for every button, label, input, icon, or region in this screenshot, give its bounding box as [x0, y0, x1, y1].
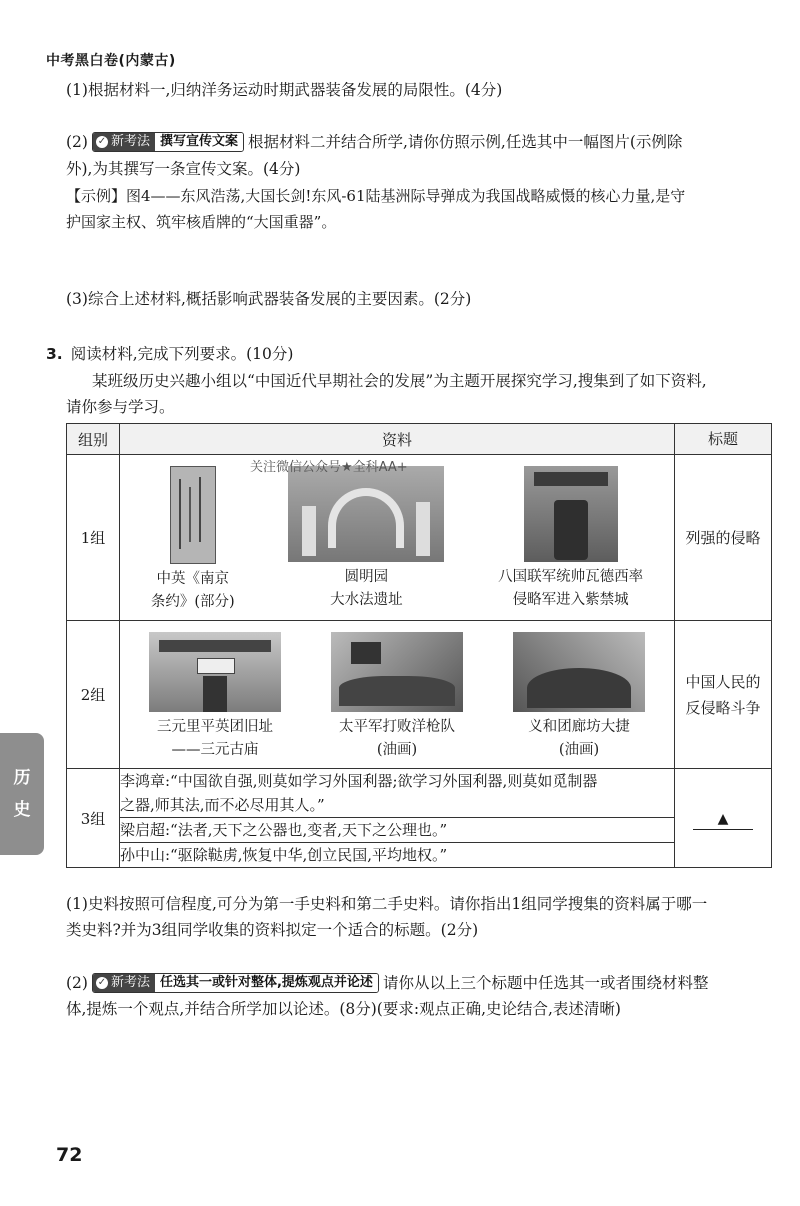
q2-part2-prefix: (2)	[66, 133, 88, 151]
materials-table	[66, 423, 772, 868]
group3-label: 3组	[67, 769, 120, 868]
header-title: 标题	[675, 424, 772, 455]
yuanmingyuan-item: 圆明园 大水法遗址	[288, 466, 444, 612]
q3-part1-line2: 类史料?并为3组同学收集的资料拟定一个适合的标题。(2分)	[66, 921, 479, 939]
group2-label: 2组	[67, 621, 120, 769]
q3-intro-line1: 某班级历史兴趣小组以“中国近代早期社会的发展”为主题开展探究学习,搜集到了如下资料,	[92, 372, 707, 390]
forbidden-city-item: 八国联军统帅瓦德西率 侵略军进入紫禁城	[498, 466, 643, 612]
liang-qichao-quote: 梁启超:“法者,天下之公器也,变者,天下之公理也。”	[120, 818, 675, 843]
q2-part1: (1)根据材料一,归纳洋务运动时期武器装备发展的局限性。(4分)	[66, 81, 503, 99]
pin-icon: ✓	[97, 136, 107, 147]
q2-part3: (3)综合上述材料,概括影响武器装备发展的主要因素。(2分)	[66, 290, 472, 308]
group3-title-cell	[675, 769, 772, 868]
q2-part2-line2: 外),为其撰写一条宣传文案。(4分)	[66, 160, 301, 178]
group1-materials	[120, 455, 675, 621]
q3-title: 阅读材料,完成下列要求。(10分)	[70, 345, 294, 363]
q3-part2-line1: (2) ✓ 新考法 任选其一或针对整体,提炼观点并论述 请你从以上三个标题中任选其一或者围绕材料整	[66, 974, 709, 992]
table-header-row	[67, 424, 772, 455]
sanyuanli-temple-photo	[149, 632, 281, 712]
q3-new-method-badge: ✓ 新考法 任选其一或针对整体,提炼观点并论述	[92, 973, 379, 993]
header-group: 组别	[67, 424, 120, 455]
q3-number: 3.	[46, 345, 63, 363]
q2-new-method-badge: ✓ 新考法 撰写宣传文案	[92, 132, 244, 152]
q3-part2-line2: 体,提炼一个观点,并结合所学加以论述。(8分)(要求:观点正确,史论结合,表述清晰)	[66, 1000, 621, 1018]
table-row-group3b	[67, 818, 772, 843]
table-row-group3c	[67, 843, 772, 868]
group3-title-blank: ▲	[693, 809, 753, 830]
q3-part1-line1: (1)史料按照可信程度,可分为第一手史料和第二手史料。请你指出1组同学搜集的资料属于哪一	[66, 895, 708, 913]
pin-icon: ✓	[97, 977, 107, 988]
q2-example-line2: 护国家主权、筑牢核盾牌的“大国重器”。	[66, 213, 337, 231]
q3-heading	[46, 343, 293, 365]
group2-title: 中国人民的 反侵略斗争	[675, 621, 772, 769]
table-row-group3a	[67, 769, 772, 818]
treaty-of-nanjing-photo	[170, 466, 216, 564]
boxer-item: 义和团廊坊大捷 (油画)	[513, 632, 645, 762]
book-header: 中考黑白卷(内蒙古)	[46, 53, 176, 69]
table-row-group2	[67, 621, 772, 769]
allied-forces-forbidden-city-photo	[524, 466, 618, 562]
li-hongzhang-quote: 李鸿章:“中国欲自强,则莫如学习外国利器;欲学习外国利器,则莫如觅制器 之器,师其法,而不必尽用其人。”	[120, 769, 675, 818]
yuanmingyuan-ruins-photo	[288, 466, 444, 562]
treaty-of-nanjing-item: 中英《南京 条约》(部分)	[151, 466, 235, 614]
sanyuanli-item: 三元里平英团旧址 ——三元古庙	[149, 632, 281, 762]
group1-label: 1组	[67, 455, 120, 621]
table-row-group1	[67, 455, 772, 621]
q3-intro-line2: 请你参与学习。	[66, 398, 175, 416]
subject-side-tab: 历 史	[0, 733, 44, 855]
header-materials: 资料	[120, 424, 675, 455]
group1-title: 列强的侵略	[675, 455, 772, 621]
watermark-text: 关注微信公众号★全科AA+	[250, 460, 408, 475]
group2-materials	[120, 621, 675, 769]
boxer-langfang-painting	[513, 632, 645, 712]
q2-example-line1: 【示例】图4——东风浩荡,大国长剑!东风-61陆基洲际导弹成为我国战略威慑的核心力量,是守	[66, 187, 686, 205]
taiping-item: 太平军打败洋枪队 (油画)	[331, 632, 463, 762]
page-number: 72	[56, 1144, 83, 1166]
sun-yatsen-quote: 孙中山:“驱除鞑虏,恢复中华,创立民国,平均地权。”	[120, 843, 675, 868]
taiping-army-painting	[331, 632, 463, 712]
q2-part2-line1: (2) ✓ 新考法 撰写宣传文案 根据材料二并结合所学,请你仿照示例,任选其中一幅图片(示例除	[66, 133, 683, 151]
